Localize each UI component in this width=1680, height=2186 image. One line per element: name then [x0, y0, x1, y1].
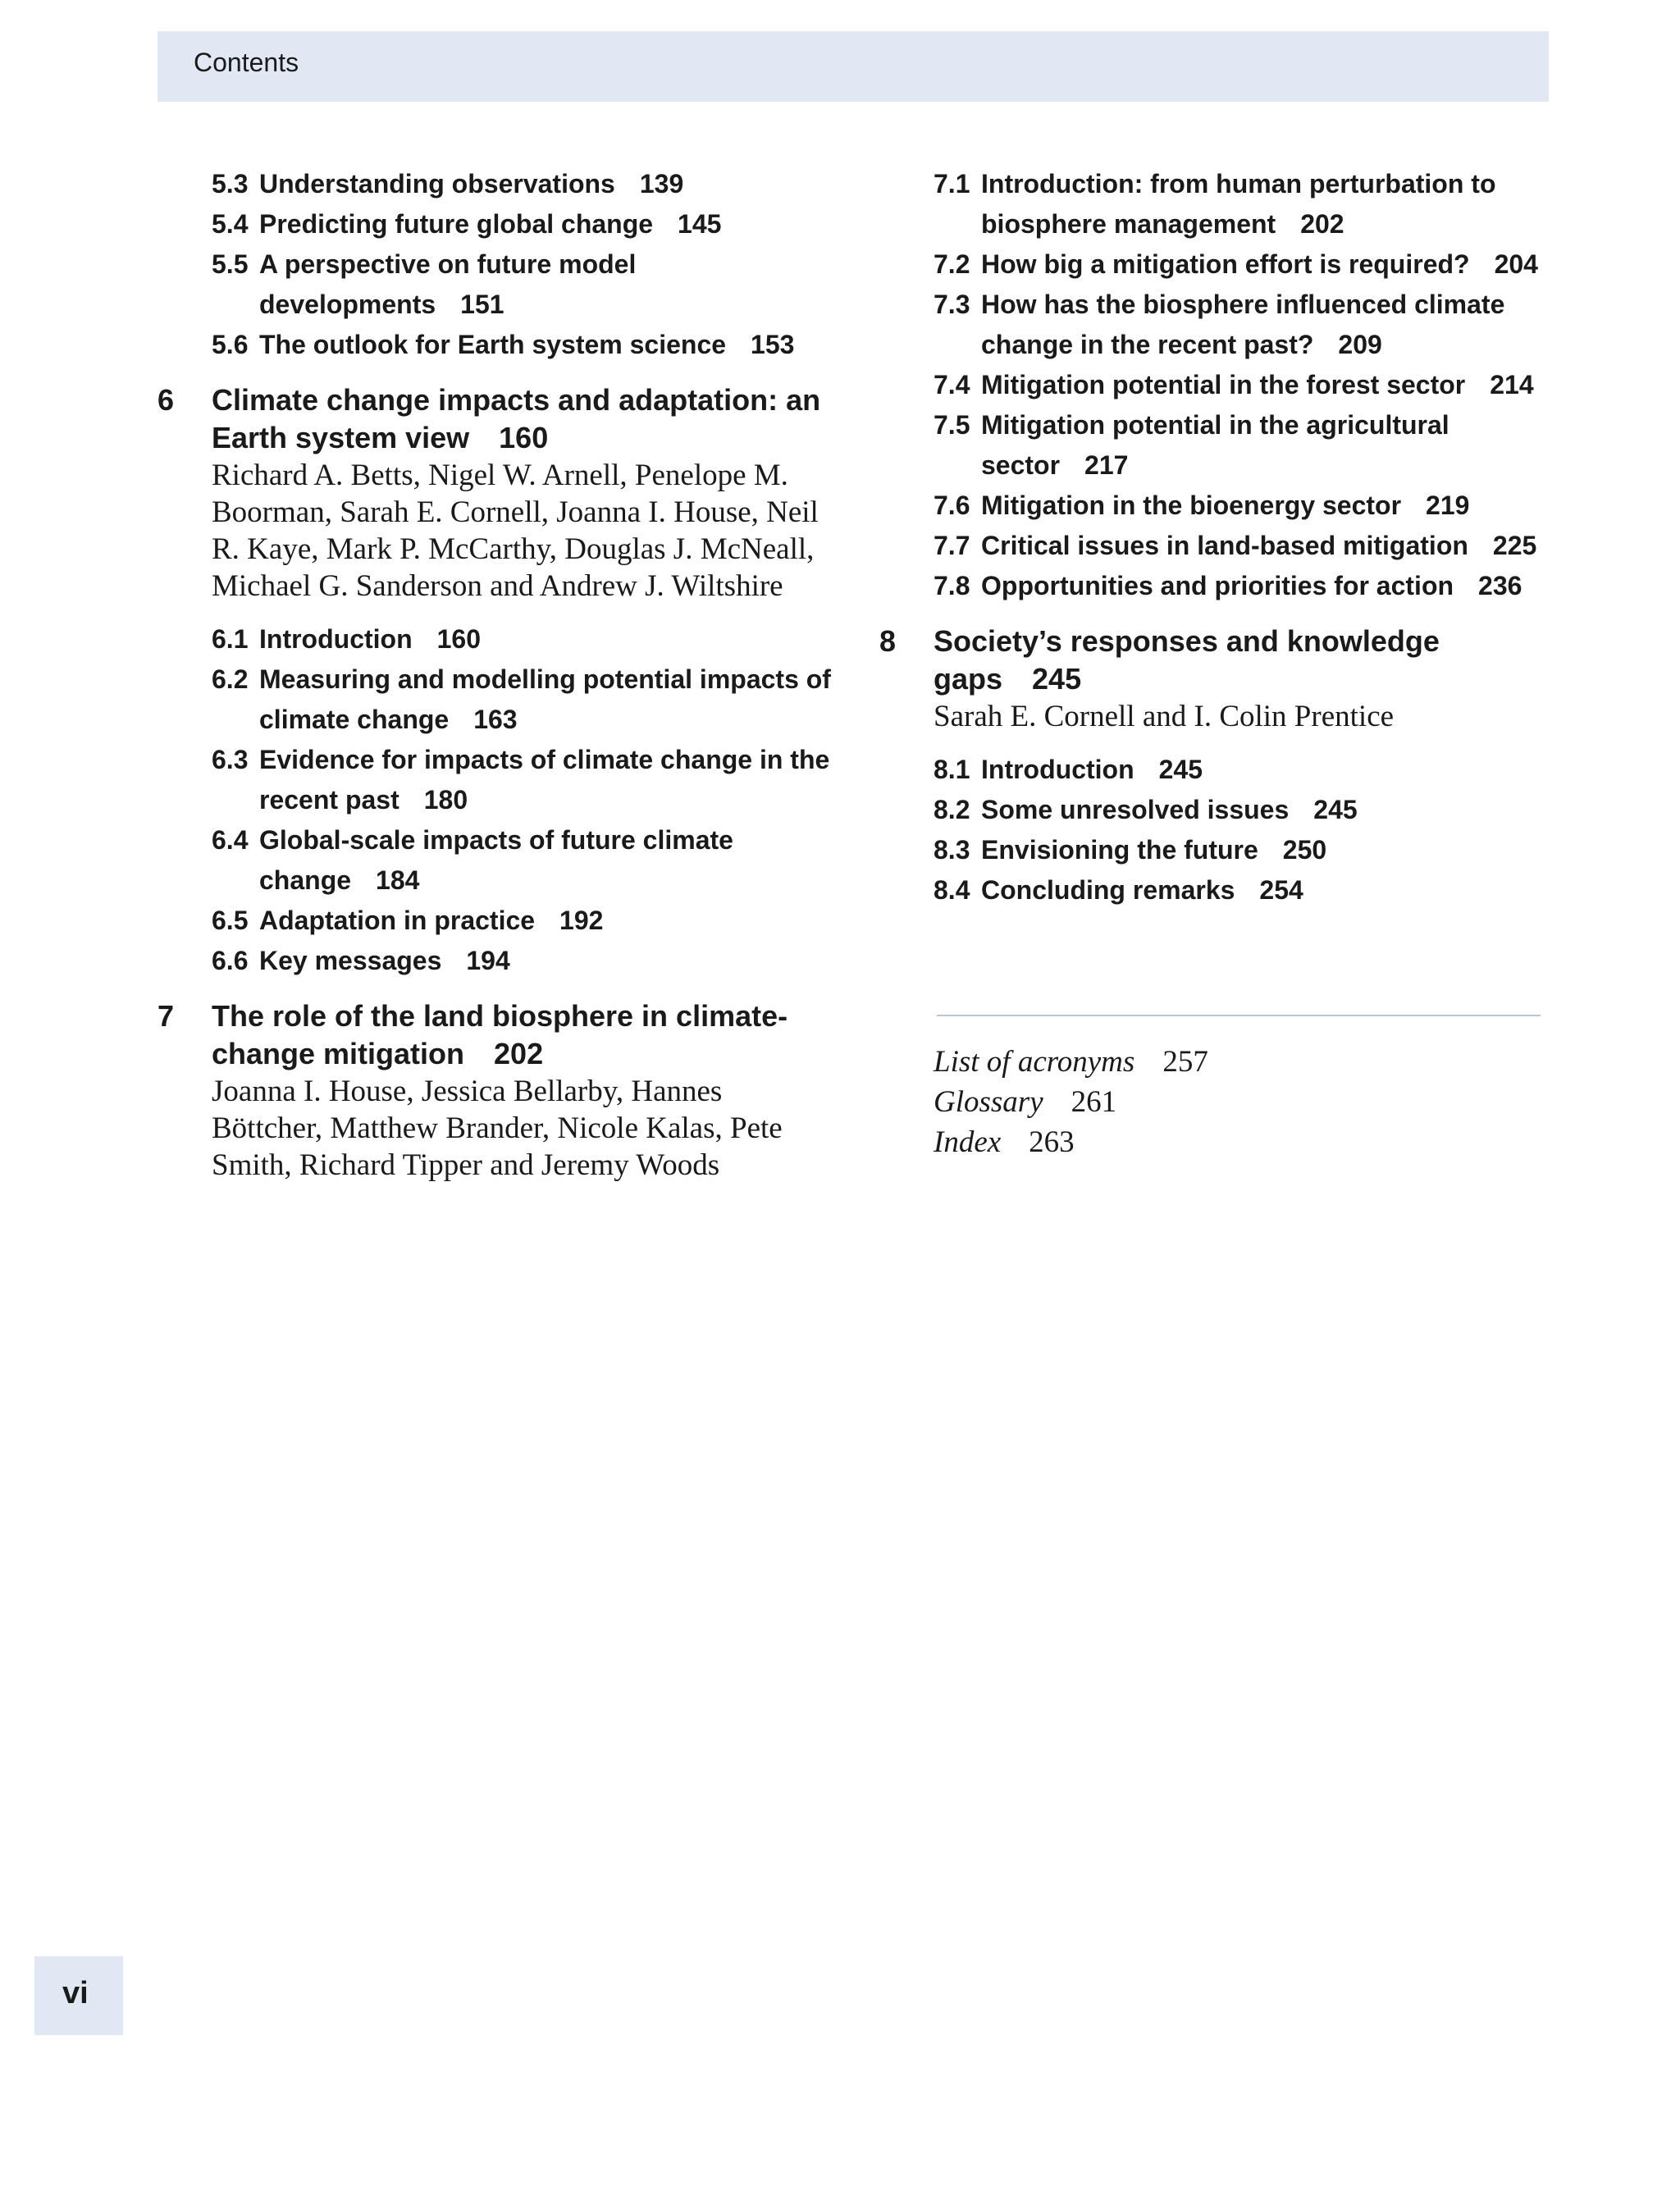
toc-section[interactable] [879, 750, 1552, 790]
back-matter-page: 261 [1071, 1085, 1117, 1119]
back-matter-label: List of acronyms [934, 1045, 1135, 1079]
toc-section[interactable] [879, 405, 1552, 486]
chapter-7-sections [879, 164, 1552, 606]
toc-section[interactable] [158, 204, 838, 244]
chapter-page: 160 [499, 421, 549, 454]
section-page: 145 [678, 209, 722, 239]
toc-section[interactable] [158, 740, 838, 820]
chapter-title-line: gaps [934, 662, 1003, 696]
toc-section[interactable] [879, 526, 1552, 566]
section-page: 204 [1494, 249, 1538, 279]
chapter-title-line: change mitigation [212, 1037, 465, 1070]
author-line: Böttcher, Matthew Brander, Nicole Kalas, Pete [212, 1111, 783, 1145]
author-line: Joanna I. House, Jessica Bellarby, Hannes [212, 1075, 723, 1108]
section-page: 245 [1158, 755, 1203, 784]
section-page: 151 [460, 290, 504, 319]
toc-section[interactable] [158, 244, 838, 325]
toc-section[interactable] [879, 365, 1552, 405]
section-title: Measuring and modelling potential impacts of [259, 664, 831, 694]
chapter-8-sections [879, 750, 1552, 910]
page-number-tab [34, 1956, 123, 2035]
section-number: 5.5 [212, 249, 249, 279]
chapter-title-line: Climate change impacts and adaptation: an [212, 383, 821, 417]
section-page: 163 [473, 705, 518, 734]
section-page: 225 [1492, 531, 1537, 560]
section-number: 7.8 [934, 571, 970, 600]
chapter-8-entry[interactable] [879, 623, 1552, 735]
section-page: 192 [559, 906, 604, 935]
section-page: 180 [423, 785, 468, 815]
page-number: vi [62, 1976, 89, 2010]
back-matter-label: Glossary [934, 1085, 1043, 1119]
section-page: 209 [1338, 330, 1382, 359]
author-line: Sarah E. Cornell and I. Colin Prentice [934, 700, 1395, 733]
section-title: Mitigation in the bioenergy sector [981, 491, 1402, 520]
section-title: Understanding observations [259, 169, 615, 199]
chapter-page: 245 [1032, 662, 1082, 696]
section-page: 254 [1259, 875, 1303, 905]
toc-section[interactable] [158, 164, 838, 204]
section-title-cont: recent past [259, 785, 399, 815]
chapter-title-line: Society’s responses and knowledge [934, 624, 1440, 658]
section-number: 7.3 [934, 290, 970, 319]
section-number: 8.4 [934, 875, 970, 905]
back-matter-item[interactable] [934, 1122, 1208, 1162]
chapter-authors [934, 698, 1552, 735]
section-title: A perspective on future model [259, 249, 637, 279]
section-title: Adaptation in practice [259, 906, 536, 935]
back-matter-page: 263 [1029, 1125, 1075, 1159]
section-title: Introduction [981, 755, 1134, 784]
section-title: Critical issues in land-based mitigation [981, 531, 1468, 560]
section-page: 202 [1300, 209, 1344, 239]
section-page: 250 [1282, 835, 1327, 865]
section-number: 8.3 [934, 835, 970, 865]
header-title: Contents [194, 48, 299, 77]
section-title-cont: sector [981, 450, 1061, 480]
section-number: 8.1 [934, 755, 970, 784]
back-matter-page: 257 [1162, 1045, 1208, 1079]
toc-section[interactable] [879, 870, 1552, 910]
section-number: 6.2 [212, 664, 249, 694]
section-title: Predicting future global change [259, 209, 654, 239]
section-title: Introduction: from human perturbation to [981, 169, 1496, 199]
section-number: 6.5 [212, 906, 249, 935]
toc-section[interactable] [158, 941, 838, 981]
chapter-title [934, 623, 1552, 698]
toc-section[interactable] [879, 830, 1552, 870]
chapter-title-line: The role of the land biosphere in climate- [212, 999, 788, 1033]
section-number: 7.5 [934, 410, 970, 440]
chapter-title [212, 381, 838, 457]
chapter-7-entry[interactable] [158, 997, 838, 1184]
chapter-number: 6 [158, 383, 175, 417]
back-matter-label: Index [934, 1125, 1002, 1159]
author-line: Richard A. Betts, Nigel W. Arnell, Penelope M. [212, 459, 788, 492]
section-number: 6.4 [212, 825, 249, 855]
section-page: 214 [1490, 370, 1534, 399]
chapter-number: 7 [158, 999, 175, 1033]
section-number: 5.3 [212, 169, 249, 199]
chapter-page: 202 [494, 1037, 544, 1070]
toc-section[interactable] [879, 244, 1552, 285]
section-title-cont: change [259, 865, 352, 895]
section-title: Mitigation potential in the forest sector [981, 370, 1466, 399]
section-number: 7.6 [934, 491, 970, 520]
author-line: R. Kaye, Mark P. McCarthy, Douglas J. McNeall, [212, 532, 815, 566]
section-title: Introduction [259, 624, 413, 654]
toc-section[interactable] [879, 566, 1552, 606]
chapter-authors [212, 457, 838, 605]
section-number: 5.4 [212, 209, 249, 239]
section-number: 6.3 [212, 745, 249, 774]
section-title: Concluding remarks [981, 875, 1235, 905]
section-page: 160 [436, 624, 482, 654]
section-number: 7.4 [934, 370, 970, 399]
back-matter-divider [937, 1015, 1541, 1016]
section-title: How big a mitigation effort is required? [981, 249, 1470, 279]
chapter-title [212, 997, 838, 1073]
toc-section[interactable] [879, 486, 1552, 526]
chapter-number: 8 [879, 624, 897, 658]
section-number: 7.2 [934, 249, 970, 279]
section-title-cont: change in the recent past? [981, 330, 1314, 359]
section-title: Evidence for impacts of climate change in the [259, 745, 830, 774]
toc-section[interactable] [158, 659, 838, 740]
back-matter-item[interactable] [934, 1082, 1208, 1122]
section-title: Opportunities and priorities for action [981, 571, 1454, 600]
chapter-title-line: Earth system view [212, 421, 470, 454]
section-title: The outlook for Earth system science [259, 330, 727, 359]
section-page: 236 [1478, 571, 1522, 600]
author-line: Boorman, Sarah E. Cornell, Joanna I. House, Neil [212, 495, 819, 529]
author-line: Michael G. Sanderson and Andrew J. Wiltshire [212, 569, 783, 603]
toc-section[interactable] [879, 164, 1552, 244]
section-number: 7.1 [934, 169, 970, 199]
author-line: Smith, Richard Tipper and Jeremy Woods [212, 1148, 720, 1182]
section-number: 6.1 [212, 624, 249, 654]
chapter-5-sections [158, 164, 838, 365]
section-page: 245 [1313, 795, 1358, 824]
section-title: Envisioning the future [981, 835, 1258, 865]
toc-section[interactable] [158, 901, 838, 941]
section-title-cont: biosphere management [981, 209, 1276, 239]
chapter-authors [212, 1073, 838, 1184]
chapter-6-entry[interactable] [158, 381, 838, 605]
section-page: 194 [466, 946, 510, 975]
toc-right-column [879, 164, 1552, 910]
section-number: 6.6 [212, 946, 249, 975]
section-title: How has the biosphere influenced climate [981, 290, 1505, 319]
section-title: Global-scale impacts of future climate [259, 825, 733, 855]
section-number: 5.6 [212, 330, 249, 359]
section-page: 184 [376, 865, 420, 895]
toc-left-column [158, 164, 838, 1184]
section-title-cont: climate change [259, 705, 450, 734]
section-page: 219 [1426, 491, 1470, 520]
section-title: Some unresolved issues [981, 795, 1290, 824]
section-title: Key messages [259, 946, 442, 975]
section-title: Mitigation potential in the agricultural [981, 410, 1449, 440]
section-title-cont: developments [259, 290, 436, 319]
back-matter-list [934, 1042, 1208, 1162]
section-page: 139 [639, 169, 684, 199]
section-page: 153 [751, 330, 795, 359]
section-number: 7.7 [934, 531, 970, 560]
chapter-6-sections [158, 619, 838, 981]
section-number: 8.2 [934, 795, 970, 824]
toc-section[interactable] [879, 790, 1552, 830]
section-page: 217 [1084, 450, 1129, 480]
toc-section[interactable] [879, 285, 1552, 365]
running-header [158, 31, 1549, 102]
toc-section[interactable] [158, 820, 838, 901]
back-matter-item[interactable] [934, 1042, 1208, 1082]
toc-section[interactable] [158, 619, 838, 659]
toc-section[interactable] [158, 325, 838, 365]
